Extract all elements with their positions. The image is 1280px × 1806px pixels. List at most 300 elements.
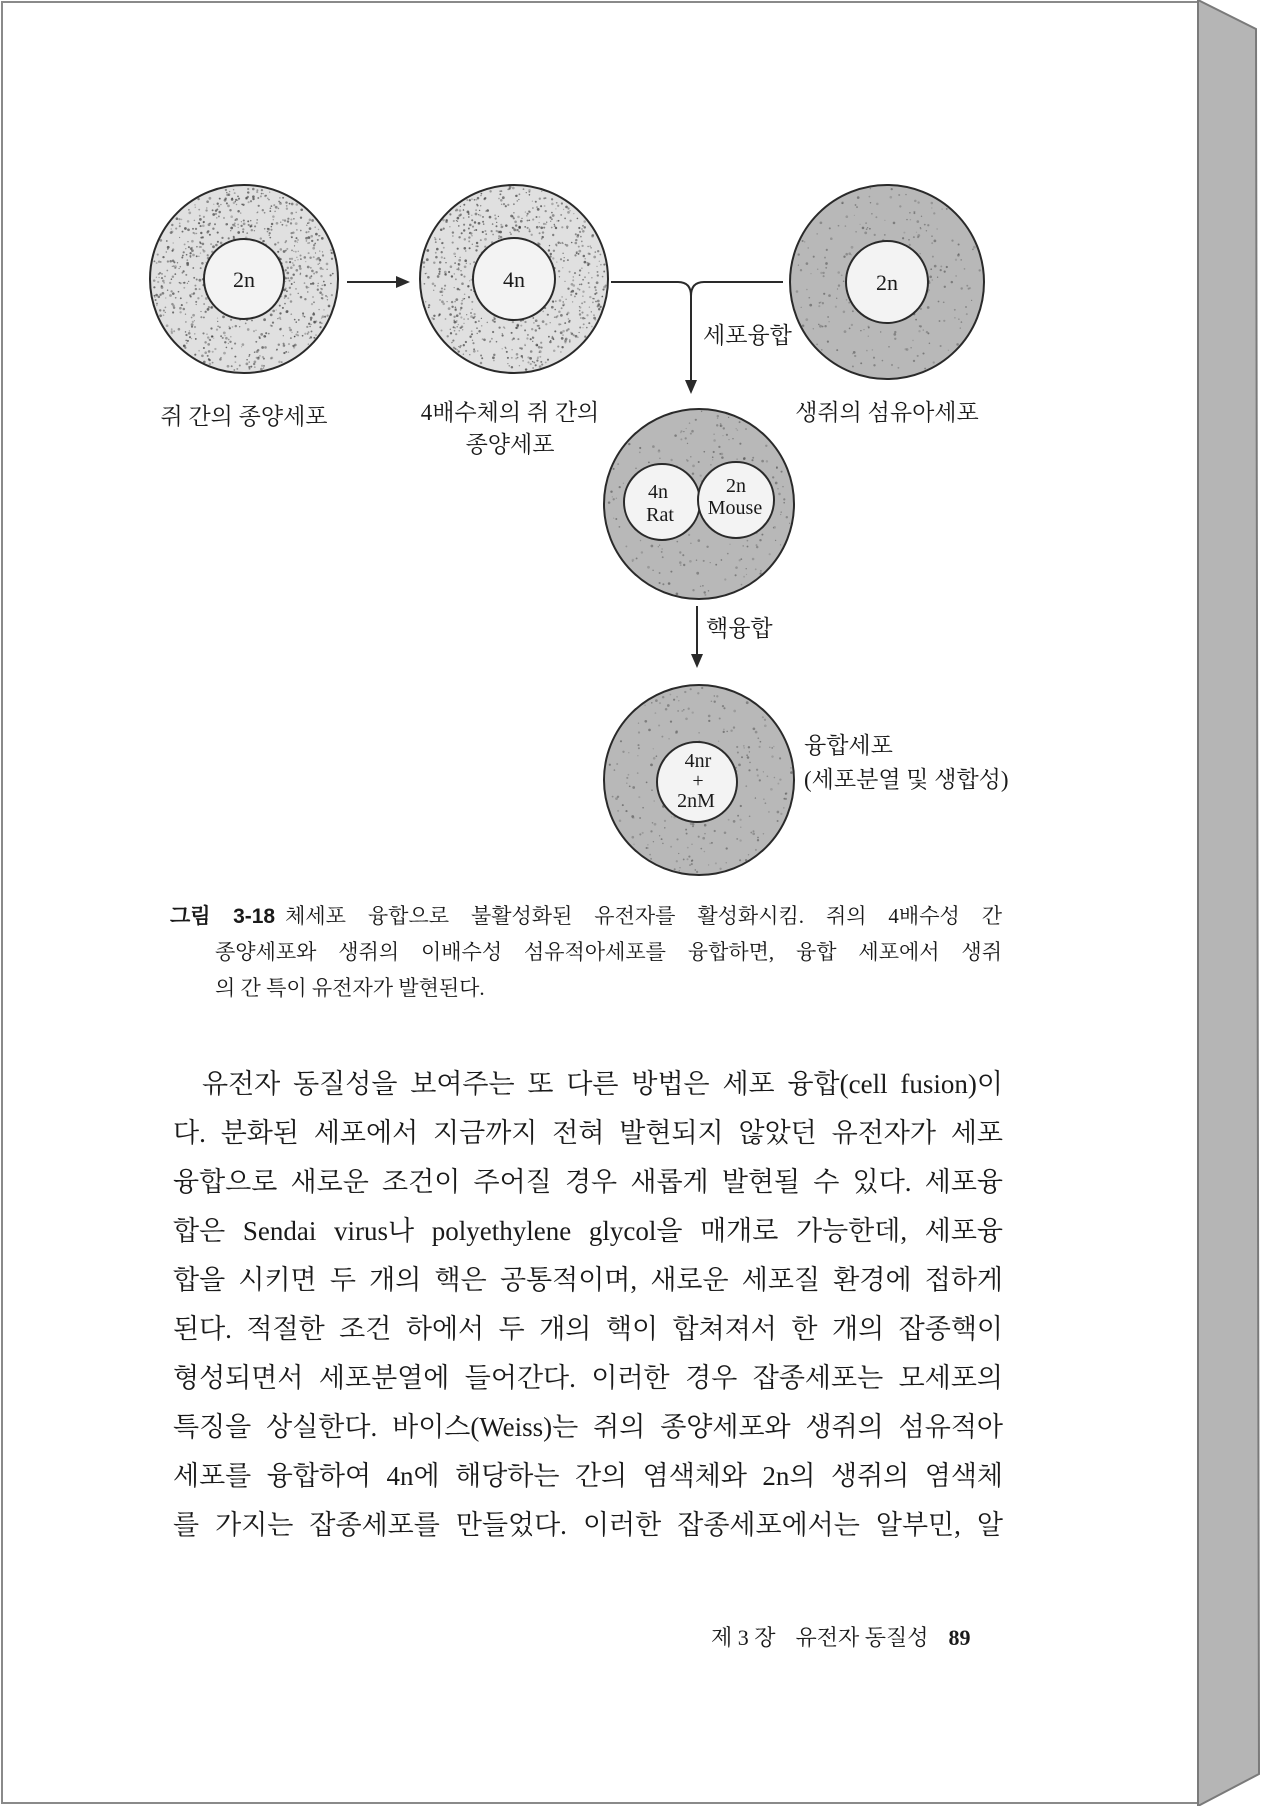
stipple-dot xyxy=(234,219,236,221)
stipple-dot xyxy=(711,842,713,844)
stipple-dot xyxy=(802,240,804,242)
stipple-dot xyxy=(468,227,470,229)
stipple-dot xyxy=(574,295,576,297)
stipple-dot xyxy=(712,456,714,458)
stipple-dot xyxy=(609,764,611,766)
stipple-dot xyxy=(613,518,614,519)
stipple-dot xyxy=(322,269,324,271)
stipple-dot xyxy=(494,214,496,216)
stipple-dot xyxy=(477,333,478,334)
stipple-dot xyxy=(526,337,528,339)
stipple-dot xyxy=(228,237,230,239)
stipple-dot xyxy=(689,422,691,424)
stipple-dot xyxy=(471,301,473,303)
stipple-dot xyxy=(293,218,295,220)
stipple-dot xyxy=(584,226,586,228)
stipple-dot xyxy=(867,227,868,228)
stipple-dot xyxy=(469,354,470,355)
stipple-dot xyxy=(535,344,538,347)
stipple-dot xyxy=(647,844,649,846)
stipple-dot xyxy=(656,755,658,757)
stipple-dot xyxy=(553,349,556,352)
stipple-dot xyxy=(240,212,241,213)
stipple-dot xyxy=(816,233,818,235)
stipple-dot xyxy=(450,329,451,330)
stipple-dot xyxy=(235,361,237,363)
stipple-dot xyxy=(650,764,653,767)
stipple-dot xyxy=(309,276,312,279)
stipple-dot xyxy=(315,252,316,253)
stipple-dot xyxy=(560,258,562,260)
stipple-dot xyxy=(172,292,175,295)
stipple-dot xyxy=(800,269,802,271)
stipple-dot xyxy=(569,339,571,341)
stipple-dot xyxy=(162,292,165,295)
stipple-dot xyxy=(491,338,493,340)
stipple-dot xyxy=(199,218,202,221)
stipple-dot xyxy=(628,443,630,445)
stipple-dot xyxy=(529,230,531,232)
stipple-dot xyxy=(782,486,784,488)
stipple-dot xyxy=(277,242,279,244)
stipple-dot xyxy=(326,263,329,266)
stipple-dot xyxy=(317,239,319,241)
stipple-dot xyxy=(602,289,604,291)
stipple-dot xyxy=(512,339,513,340)
stipple-dot xyxy=(457,288,460,291)
stipple-dot xyxy=(551,306,554,309)
stipple-dot xyxy=(717,415,719,417)
stipple-dot xyxy=(322,254,324,256)
stipple-dot xyxy=(822,272,824,274)
stipple-dot xyxy=(838,284,840,286)
stipple-dot xyxy=(649,854,651,856)
stipple-dot xyxy=(289,329,292,332)
stipple-dot xyxy=(579,327,581,329)
stipple-dot xyxy=(318,283,319,284)
stipple-dot xyxy=(677,710,678,711)
stipple-dot xyxy=(233,202,235,204)
stipple-dot xyxy=(826,249,828,251)
stipple-dot xyxy=(635,468,636,469)
stipple-dot xyxy=(780,514,781,515)
stipple-dot xyxy=(454,330,456,332)
stipple-dot xyxy=(463,276,465,278)
stipple-dot xyxy=(258,205,260,207)
stipple-dot xyxy=(557,205,559,207)
stipple-dot xyxy=(319,250,320,251)
stipple-dot xyxy=(216,328,218,330)
stipple-dot xyxy=(567,259,569,261)
stipple-dot xyxy=(495,217,497,219)
stipple-dot xyxy=(548,336,550,338)
stipple-dot xyxy=(469,199,471,201)
stipple-dot xyxy=(680,564,682,566)
stipple-dot xyxy=(246,198,247,199)
stipple-dot xyxy=(209,234,211,236)
stipple-dot xyxy=(289,203,291,205)
stipple-dot xyxy=(653,748,654,749)
stipple-dot xyxy=(601,296,602,297)
stipple-dot xyxy=(946,208,948,210)
stipple-dot xyxy=(423,261,426,264)
stipple-dot xyxy=(727,553,729,555)
stipple-dot xyxy=(502,348,503,349)
stipple-dot xyxy=(308,237,310,239)
stipple-dot xyxy=(851,324,853,326)
stipple-dot xyxy=(552,300,554,302)
stipple-dot xyxy=(789,523,790,524)
stipple-dot xyxy=(190,296,192,298)
stipple-dot xyxy=(226,202,228,204)
stipple-dot xyxy=(454,301,456,303)
stipple-dot xyxy=(718,741,719,742)
stipple-dot xyxy=(435,256,438,259)
stipple-dot xyxy=(463,247,466,250)
stipple-dot xyxy=(468,296,470,298)
stipple-dot xyxy=(161,273,163,275)
stipple-dot xyxy=(313,273,315,275)
figure-caption xyxy=(170,898,1002,1006)
stipple-dot xyxy=(248,355,250,357)
stipple-dot xyxy=(242,204,244,206)
stipple-dot xyxy=(313,301,315,303)
stipple-dot xyxy=(589,253,591,255)
stipple-dot xyxy=(468,216,470,218)
stipple-dot xyxy=(748,854,749,855)
stipple-dot xyxy=(203,347,205,349)
stipple-dot xyxy=(291,250,293,252)
stipple-dot xyxy=(290,212,293,215)
stipple-dot xyxy=(558,220,560,222)
stipple-dot xyxy=(195,228,197,230)
stipple-dot xyxy=(297,331,299,333)
stipple-dot xyxy=(306,326,308,328)
stipple-dot xyxy=(257,349,259,351)
stipple-dot xyxy=(680,438,682,440)
stipple-dot xyxy=(290,232,292,234)
stipple-dot xyxy=(586,314,588,316)
stipple-dot xyxy=(836,298,837,299)
stipple-dot xyxy=(844,330,847,333)
stipple-dot xyxy=(472,226,474,228)
stipple-dot xyxy=(683,564,685,566)
stipple-dot xyxy=(700,848,702,850)
stipple-dot xyxy=(757,737,759,739)
stipple-dot xyxy=(588,322,590,324)
stipple-dot xyxy=(588,286,590,288)
stipple-dot xyxy=(761,460,764,463)
stipple-dot xyxy=(577,337,579,339)
stipple-dot xyxy=(461,302,463,304)
stipple-dot xyxy=(760,570,762,572)
stipple-dot xyxy=(639,833,641,835)
stipple-dot xyxy=(308,323,310,325)
stipple-dot xyxy=(463,354,464,355)
stipple-dot xyxy=(289,258,291,260)
stipple-dot xyxy=(546,222,547,223)
stipple-dot xyxy=(199,279,202,282)
rat-hepatoma-cell xyxy=(150,185,338,373)
stipple-dot xyxy=(247,328,250,331)
stipple-dot xyxy=(775,540,776,541)
stipple-dot xyxy=(322,315,325,318)
stipple-dot xyxy=(711,701,713,703)
stipple-dot xyxy=(759,779,761,781)
stipple-dot xyxy=(192,254,195,257)
stipple-dot xyxy=(773,746,775,748)
stipple-dot xyxy=(841,274,843,276)
stipple-dot xyxy=(480,205,481,206)
stipple-dot xyxy=(595,301,597,303)
body-line: 합을 시키면 두 개의 핵은 공통적이며, 새로운 세포질 환경에 접하게 xyxy=(173,1265,1003,1295)
stipple-dot xyxy=(589,296,591,298)
stipple-dot xyxy=(685,437,687,439)
stipple-dot xyxy=(313,337,315,339)
stipple-dot xyxy=(551,227,553,229)
stipple-dot xyxy=(312,282,315,285)
stipple-dot xyxy=(180,266,182,268)
stipple-dot xyxy=(171,224,173,226)
stipple-dot xyxy=(571,291,572,292)
hybrid-label-line2: (세포분열 및 생합성) xyxy=(804,767,1009,792)
stipple-dot xyxy=(267,231,269,233)
stipple-dot xyxy=(441,242,443,244)
stipple-dot xyxy=(248,366,250,368)
stipple-dot xyxy=(165,312,166,313)
stipple-dot xyxy=(294,319,296,321)
stipple-dot xyxy=(692,826,694,828)
running-footer xyxy=(711,1622,971,1654)
stipple-dot xyxy=(851,246,854,249)
stipple-dot xyxy=(288,343,290,345)
stipple-dot xyxy=(282,307,284,309)
stipple-dot xyxy=(532,337,534,339)
stipple-dot xyxy=(272,322,274,324)
stipple-dot xyxy=(523,188,525,190)
stipple-dot xyxy=(153,260,155,262)
stipple-dot xyxy=(578,246,580,248)
stipple-dot xyxy=(285,261,287,263)
stipple-dot xyxy=(492,356,495,359)
stipple-dot xyxy=(912,340,913,341)
stipple-dot xyxy=(592,302,594,304)
stipple-dot xyxy=(199,246,201,248)
stipple-dot xyxy=(946,266,948,268)
stipple-dot xyxy=(593,256,596,259)
stipple-dot xyxy=(567,207,569,209)
stipple-dot xyxy=(311,240,313,242)
stipple-dot xyxy=(153,286,155,288)
stipple-dot xyxy=(686,459,687,460)
stipple-dot xyxy=(961,321,963,323)
stipple-dot xyxy=(165,307,167,309)
stipple-dot xyxy=(708,715,711,718)
stipple-dot xyxy=(556,261,557,262)
stipple-dot xyxy=(290,300,293,303)
stipple-dot xyxy=(678,853,679,854)
stipple-dot xyxy=(213,204,214,205)
stipple-dot xyxy=(464,293,466,295)
stipple-dot xyxy=(972,249,974,251)
stipple-dot xyxy=(827,316,829,318)
stipple-dot xyxy=(179,307,182,310)
stipple-dot xyxy=(768,811,770,813)
stipple-dot xyxy=(272,215,275,218)
body-line: 형성되면서 세포분열에 들어간다. 이러한 경우 잡종세포는 모세포의 xyxy=(173,1363,1003,1393)
stipple-dot xyxy=(272,310,275,313)
stipple-dot xyxy=(224,199,227,202)
stipple-dot xyxy=(202,224,205,227)
stipple-dot xyxy=(237,224,239,226)
stipple-dot xyxy=(593,317,596,320)
stipple-dot xyxy=(863,329,864,330)
stipple-dot xyxy=(217,318,218,319)
stipple-dot xyxy=(237,231,240,234)
stipple-dot xyxy=(460,270,461,271)
stipple-dot xyxy=(310,267,312,269)
stipple-dot xyxy=(719,453,721,455)
stipple-dot xyxy=(647,566,650,569)
stipple-dot xyxy=(774,777,776,779)
stipple-dot xyxy=(632,786,635,789)
stipple-dot xyxy=(553,338,555,340)
stipple-dot xyxy=(829,227,831,229)
stipple-dot xyxy=(583,323,585,325)
stipple-dot xyxy=(290,222,292,224)
stipple-dot xyxy=(262,209,264,211)
stipple-dot xyxy=(616,763,618,765)
stipple-dot xyxy=(828,321,829,322)
stipple-dot xyxy=(514,220,517,223)
stipple-dot xyxy=(730,729,732,731)
stipple-dot xyxy=(230,215,233,218)
stipple-dot xyxy=(283,344,285,346)
stipple-dot xyxy=(480,195,482,197)
stipple-dot xyxy=(915,319,917,321)
stipple-dot xyxy=(860,362,862,364)
stipple-dot xyxy=(778,493,781,496)
stipple-dot xyxy=(434,285,436,287)
stipple-dot xyxy=(285,295,287,297)
stipple-dot xyxy=(194,285,196,287)
stipple-dot xyxy=(628,774,630,776)
stipple-dot xyxy=(455,209,458,212)
stipple-dot xyxy=(171,332,173,334)
stipple-dot xyxy=(217,241,219,243)
stipple-dot xyxy=(824,257,826,259)
stipple-dot xyxy=(835,306,837,308)
stipple-dot xyxy=(308,287,309,288)
stipple-dot xyxy=(178,328,181,331)
stipple-dot xyxy=(454,321,457,324)
stipple-dot xyxy=(600,264,602,266)
stipple-dot xyxy=(720,424,723,427)
stipple-dot xyxy=(563,260,565,262)
stipple-dot xyxy=(273,219,274,220)
stipple-dot xyxy=(588,272,590,274)
hybrid-nucleus-line3: 2nM xyxy=(677,790,715,812)
stipple-dot xyxy=(550,221,551,222)
stipple-dot xyxy=(188,281,189,282)
stipple-dot xyxy=(574,242,577,245)
stipple-dot xyxy=(676,838,678,840)
stipple-dot xyxy=(187,283,188,284)
stipple-dot xyxy=(819,325,822,328)
stipple-dot xyxy=(247,191,249,193)
stipple-dot xyxy=(579,310,581,312)
stipple-dot xyxy=(304,316,306,318)
stipple-dot xyxy=(475,229,477,231)
stipple-dot xyxy=(552,234,554,236)
stipple-dot xyxy=(461,300,462,301)
stipple-dot xyxy=(459,313,461,315)
stipple-dot xyxy=(536,360,538,362)
stipple-dot xyxy=(735,428,736,429)
stipple-dot xyxy=(247,220,249,222)
stipple-dot xyxy=(230,227,233,230)
stipple-dot xyxy=(586,327,588,329)
stipple-dot xyxy=(698,732,700,734)
stipple-dot xyxy=(327,299,328,300)
stipple-dot xyxy=(469,335,471,337)
fork-left-line xyxy=(611,282,691,384)
stipple-dot xyxy=(493,360,495,362)
stipple-dot xyxy=(775,482,778,485)
stipple-dot xyxy=(315,334,316,335)
stipple-dot xyxy=(294,336,295,337)
stipple-dot xyxy=(496,341,498,343)
stipple-dot xyxy=(897,367,899,369)
stipple-dot xyxy=(191,247,193,249)
stipple-dot xyxy=(300,273,301,274)
stipple-dot xyxy=(940,265,942,267)
stipple-dot xyxy=(188,332,191,335)
stipple-dot xyxy=(438,273,440,275)
stipple-dot xyxy=(216,209,218,211)
stipple-dot xyxy=(469,280,470,281)
stipple-dot xyxy=(426,258,429,261)
stipple-dot xyxy=(208,358,210,360)
stipple-dot xyxy=(210,243,212,245)
rat-hepatoma-label: 쥐 간의 종양세포 xyxy=(160,404,328,429)
stipple-dot xyxy=(816,344,818,346)
stipple-dot xyxy=(196,304,197,305)
stipple-dot xyxy=(499,193,501,195)
stipple-dot xyxy=(636,557,638,559)
stipple-dot xyxy=(584,336,586,338)
stipple-dot xyxy=(271,226,273,228)
stipple-dot xyxy=(295,269,298,272)
mouse-nucleus-ploidy: 2n xyxy=(726,475,746,497)
stipple-dot xyxy=(311,219,314,222)
stipple-dot xyxy=(648,462,650,464)
stipple-dot xyxy=(195,338,197,340)
stipple-dot xyxy=(637,744,639,746)
stipple-dot xyxy=(300,230,302,232)
stipple-dot xyxy=(597,274,599,276)
stipple-dot xyxy=(474,313,476,315)
stipple-dot xyxy=(638,747,640,749)
stipple-dot xyxy=(525,211,526,212)
stipple-dot xyxy=(639,817,641,819)
stipple-dot xyxy=(920,253,921,254)
stipple-dot xyxy=(230,336,232,338)
stipple-dot xyxy=(933,361,935,363)
stipple-dot xyxy=(519,347,521,349)
stipple-dot xyxy=(790,771,793,774)
stipple-dot xyxy=(771,755,773,757)
